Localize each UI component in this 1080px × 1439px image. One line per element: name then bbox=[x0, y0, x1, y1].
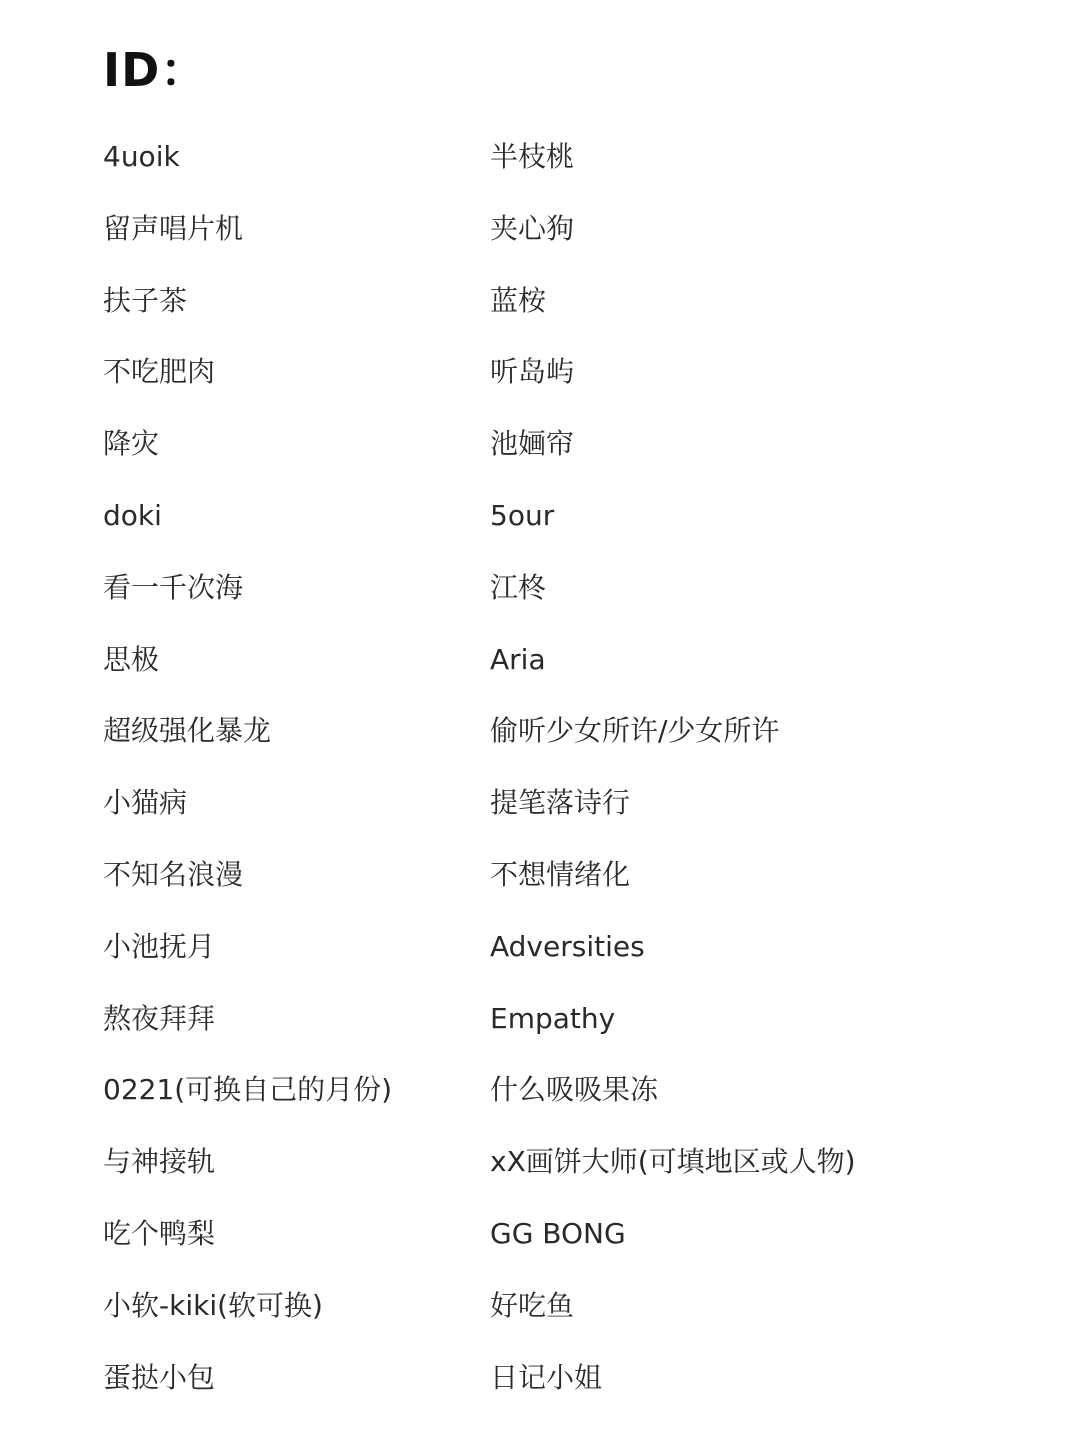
id-list-item: 看一千次海 bbox=[103, 570, 244, 604]
id-list-item: 蛋挞小包 bbox=[103, 1360, 216, 1394]
id-list-item: 留声唱片机 bbox=[103, 211, 244, 245]
id-list-item: 江柊 bbox=[490, 570, 547, 604]
id-list-item: 小池抚月 bbox=[103, 929, 216, 963]
id-list-item: 池婳帘 bbox=[490, 427, 575, 461]
id-list-item: xX画饼大师(可填地区或人物) bbox=[490, 1145, 856, 1179]
id-list-item: 听岛屿 bbox=[490, 355, 575, 389]
id-list-item: Aria bbox=[490, 642, 546, 676]
id-list-item: 小软-kiki(软可换) bbox=[103, 1288, 323, 1322]
id-list-item: 不知名浪漫 bbox=[103, 858, 244, 891]
id-list-item: Empathy bbox=[490, 1001, 616, 1035]
id-list-item: 半枝桃 bbox=[490, 140, 575, 173]
id-list-item: GG BONG bbox=[490, 1217, 626, 1250]
id-list-item: Adversities bbox=[490, 929, 645, 963]
id-list-item: 超级强化暴龙 bbox=[103, 714, 272, 748]
id-list-item: 0221(可换自己的月份) bbox=[103, 1073, 393, 1107]
id-list-item: 扶子茶 bbox=[103, 283, 188, 317]
id-list-item: 熬夜拜拜 bbox=[103, 1001, 216, 1035]
id-list-item: 夹心狗 bbox=[490, 211, 575, 245]
id-list-item: doki bbox=[103, 499, 162, 532]
id-list-item: 4uoik bbox=[103, 140, 180, 173]
id-list-item: 偷听少女所许/少女所许 bbox=[490, 714, 780, 748]
id-list-item: 思极 bbox=[103, 642, 160, 676]
id-list-item: 不想情绪化 bbox=[490, 858, 631, 891]
id-list-item: 吃个鸭梨 bbox=[103, 1217, 216, 1250]
id-list-item: 降灾 bbox=[103, 427, 160, 461]
id-list-item: 小猫病 bbox=[103, 786, 188, 820]
id-list-item: 与神接轨 bbox=[103, 1145, 216, 1179]
id-list-item: 5our bbox=[490, 499, 555, 532]
id-list-item: 提笔落诗行 bbox=[490, 786, 631, 820]
page-title: ID： bbox=[103, 43, 208, 97]
id-list-item: 什么吸吸果冻 bbox=[490, 1073, 659, 1107]
id-list-item: 蓝桉 bbox=[490, 283, 547, 317]
id-list-item: 不吃肥肉 bbox=[103, 355, 216, 389]
id-list-item: 好吃鱼 bbox=[490, 1288, 575, 1322]
id-list-item: 日记小姐 bbox=[490, 1360, 603, 1394]
